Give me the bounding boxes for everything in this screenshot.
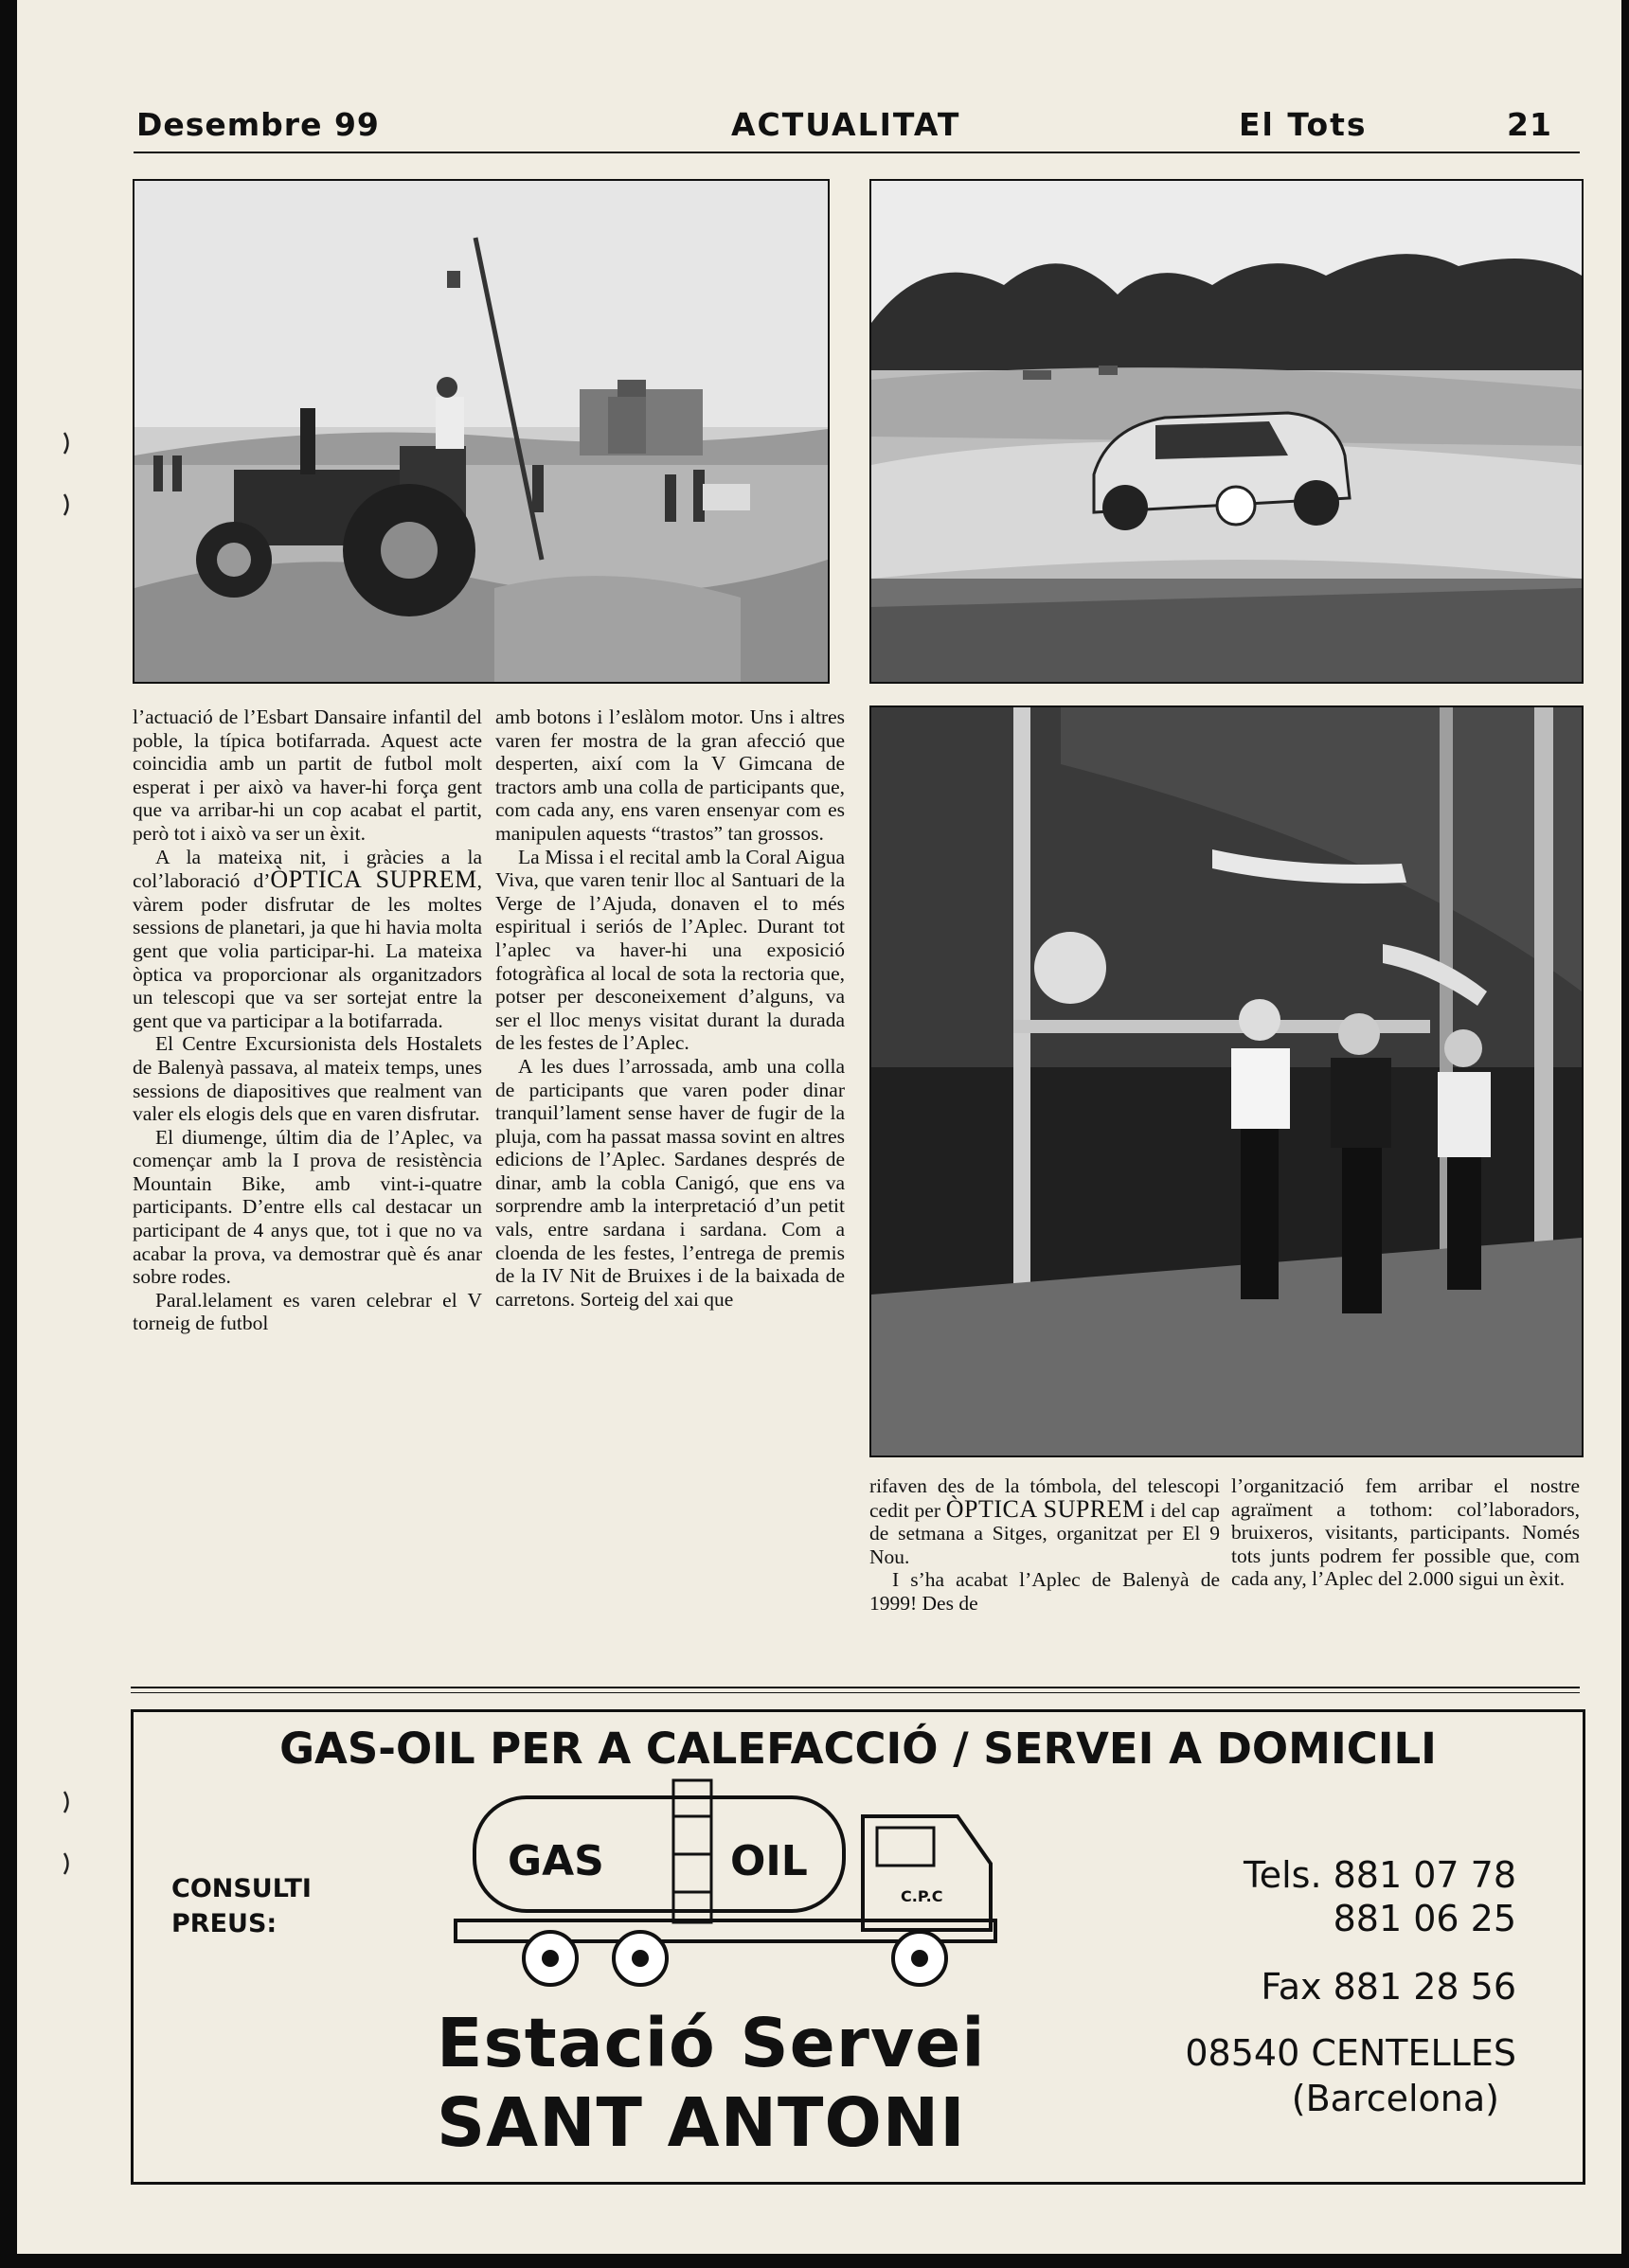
ad-title: GAS-OIL PER A CALEFACCIÓ / SERVEI A DOMICILI bbox=[279, 1723, 1437, 1774]
brand-name: ÒPTICA SUPREM bbox=[270, 866, 477, 894]
binding-hole-mark bbox=[63, 1790, 72, 1814]
region: (Barcelona) bbox=[1291, 2078, 1499, 2119]
truck-text-oil: OIL bbox=[730, 1837, 808, 1885]
article-column-4 bbox=[1231, 1474, 1580, 1591]
tanker-truck-icon bbox=[446, 1769, 1014, 1996]
paragraph: I s’ha acabat l’Aplec de Balenyà de 1999! Des de bbox=[869, 1568, 1220, 1615]
brand-name: ÒPTICA SUPREM bbox=[945, 1494, 1145, 1523]
ad-top-rule bbox=[131, 1687, 1580, 1688]
fuel-advertisement bbox=[131, 1709, 1585, 2185]
section-title: ACTUALITAT bbox=[731, 106, 961, 143]
photo-rally-car bbox=[869, 179, 1584, 684]
binding-hole-mark bbox=[63, 1851, 72, 1876]
article-column-2 bbox=[495, 705, 845, 1311]
truck-text-gas: GAS bbox=[508, 1837, 604, 1885]
paragraph: El diumenge, últim dia de l’Aplec, va començar amb la I prova de resistència Mountain Bike, amb vint-i-quatre participants. D’entre ells cal destacar un participant de 4 anys que, tot i que no va acabar la prova, va demostrar què és anar sobre rodes. bbox=[133, 1125, 482, 1289]
brand-line-2: SANT ANTONI bbox=[437, 2083, 966, 2162]
paragraph: amb botons i l’eslàlom motor. Uns i altres varen fer mostra de la gran afecció que desperten, així com la V Gimcana de tractors amb una colla de participants que, com cada any, ens varen ensenyar com es manipulen aquests “trastos” tan grossos. bbox=[495, 705, 845, 845]
page-number: 21 bbox=[1507, 106, 1552, 143]
photo-night-walk bbox=[869, 705, 1584, 1457]
article-column-1 bbox=[133, 705, 482, 1335]
paragraph: A les dues l’arrossada, amb una colla de participants que varen poder dinar tranquil’lament sense haver de fugir de la pluja, com ha passat massa sovint en altres edicions de l’Aplec. Sardanes després de dinar, amb la cobla Canigó, que ens va sorprendre amb la interpretació d’un petit vals, entre sardana i sardana. Com a cloenda de les festes, l’entrega de premis de la IV Nit de Bruixes i de la baixada de carretons. Sorteig del xai que bbox=[495, 1054, 845, 1311]
consult-prices: CONSULTI PREUS: bbox=[171, 1874, 312, 1938]
magazine-page bbox=[17, 0, 1621, 2254]
paragraph: Paral.lelament es varen celebrar el V torneig de futbol bbox=[133, 1288, 482, 1335]
brand-line-1: Estació Servei bbox=[437, 2004, 986, 2082]
header-rule bbox=[134, 152, 1580, 153]
photo-tractor bbox=[133, 179, 830, 684]
publication-name: El Tots bbox=[1239, 106, 1368, 143]
paragraph: rifaven des de la tómbola, del telescopi cedit per ÒPTICA SUPREM i del cap de setmana a Sitges, organitzat per El 9 Nou. bbox=[869, 1474, 1221, 1568]
article-column-3 bbox=[869, 1474, 1220, 1616]
fax-number: Fax 881 28 56 bbox=[1261, 1966, 1516, 2008]
issue-date: Desembre 99 bbox=[136, 106, 380, 143]
paragraph: El Centre Excursionista dels Hostalets de Balenyà passava, al mateix temps, unes sessions de diapositives que realment van valer els elogis dels que en varen disfrutar. bbox=[133, 1032, 482, 1126]
ad-top-rule-thin bbox=[131, 1692, 1580, 1693]
postal-city: 08540 CENTELLES bbox=[1185, 2032, 1516, 2074]
truck-cab-text: C.P.C bbox=[901, 1887, 943, 1905]
paragraph: La Missa i el recital amb la Coral Aigua Viva, que varen tenir lloc al Santuari de la Verge de l’Ajuda, donaven el to més espiritual i seriós de l’Aplec. Durant tot l’aplec va haver-hi una exposició fotogràfica al local de sota la rectoria que, potser per desconeixement d’alguns, va ser el lloc menys visitat durant la durada de les festes de l’Aplec. bbox=[495, 845, 845, 1055]
paragraph: l’actuació de l’Esbart Dansaire infantil del poble, la típica botifarrada. Aquest acte coincidia amb un partit de futbol molt esperat i per això va haver-hi força gent que va arribar-hi un cop acabat el partit, però tot i això va ser un èxit. bbox=[133, 705, 482, 845]
binding-hole-mark bbox=[63, 431, 72, 455]
phone-number-1: Tels. 881 07 78 bbox=[1243, 1854, 1516, 1896]
paragraph: l’organització fem arribar el nostre agraïment a tothom: col’laboradors, bruixeros, visitants, participants. Només tots junts podrem fer possible que, com cada any, l’Aplec del 2.000 sigui un èxit. bbox=[1231, 1474, 1580, 1591]
binding-hole-mark bbox=[63, 492, 72, 517]
paragraph: A la mateixa nit, i gràcies a la col’laboració d’ÒPTICA SUPREM, vàrem poder disfrutar de les moltes sessions de planetari, ja que hi havia molta gent que volia participar-hi. La mateixa òptica va proporcionar als organitzadors un telescopi que va ser sortejat entre la gent que va participar a la botifarrada. bbox=[133, 845, 482, 1032]
phone-number-2: 881 06 25 bbox=[1333, 1898, 1516, 1939]
